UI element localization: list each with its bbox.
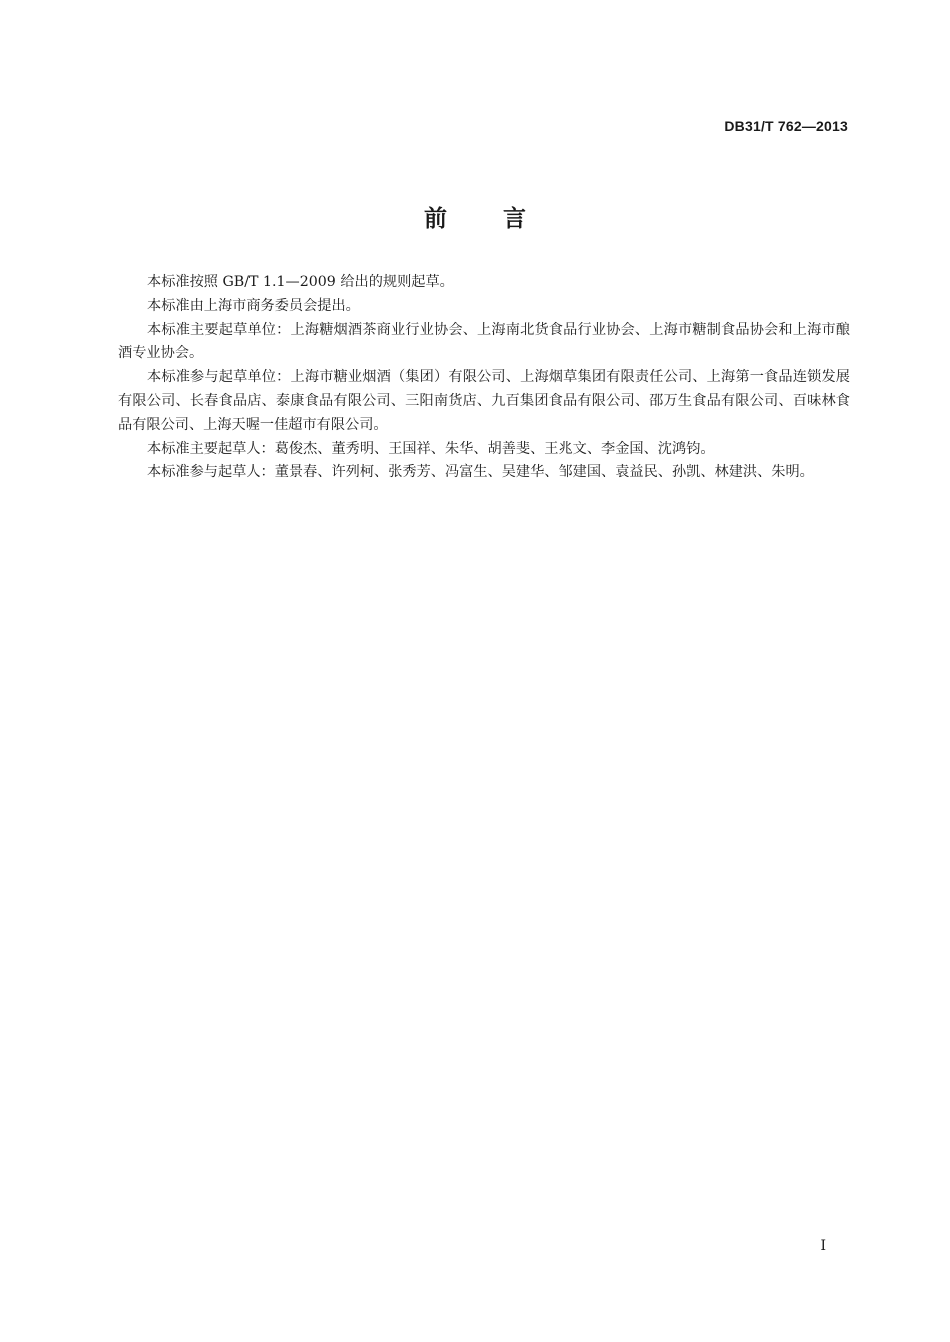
foreword-body [118, 271, 850, 485]
paragraph-main-drafting-units: 本标准主要起草单位：上海糖烟酒茶商业行业协会、上海南北货食品行业协会、上海市糖制食品协会和上海市酿酒专业协会。 [118, 321, 850, 362]
paragraph-proposer: 本标准由上海市商务委员会提出。 [147, 297, 360, 314]
document-code: DB31/T 762—2013 [724, 118, 848, 134]
paragraph-participating-units: 本标准参与起草单位：上海市糖业烟酒（集团）有限公司、上海烟草集团有限责任公司、上海第一食品连锁发展有限公司、长春食品店、泰康食品有限公司、三阳南货店、九百集团食品有限公司、邵万生食品有限公司、百味林食品有限公司、上海天喔一佳超市有限公司。 [118, 369, 850, 433]
paragraph-main-drafters: 本标准主要起草人：葛俊杰、董秀明、王国祥、朱华、胡善斐、王兆文、李金国、沈鸿钧。 [147, 440, 715, 457]
paragraph-drafting-rules: 本标准按照 GB/T 1.1—2009 给出的规则起草。 [147, 274, 454, 290]
page-number: I [820, 1238, 826, 1254]
page-title: 前言 [424, 206, 582, 232]
paragraph-participating-drafters: 本标准参与起草人：董景春、许列柯、张秀芳、冯富生、吴建华、邹建国、袁益民、孙凯、林建洪、朱明。 [147, 464, 814, 481]
